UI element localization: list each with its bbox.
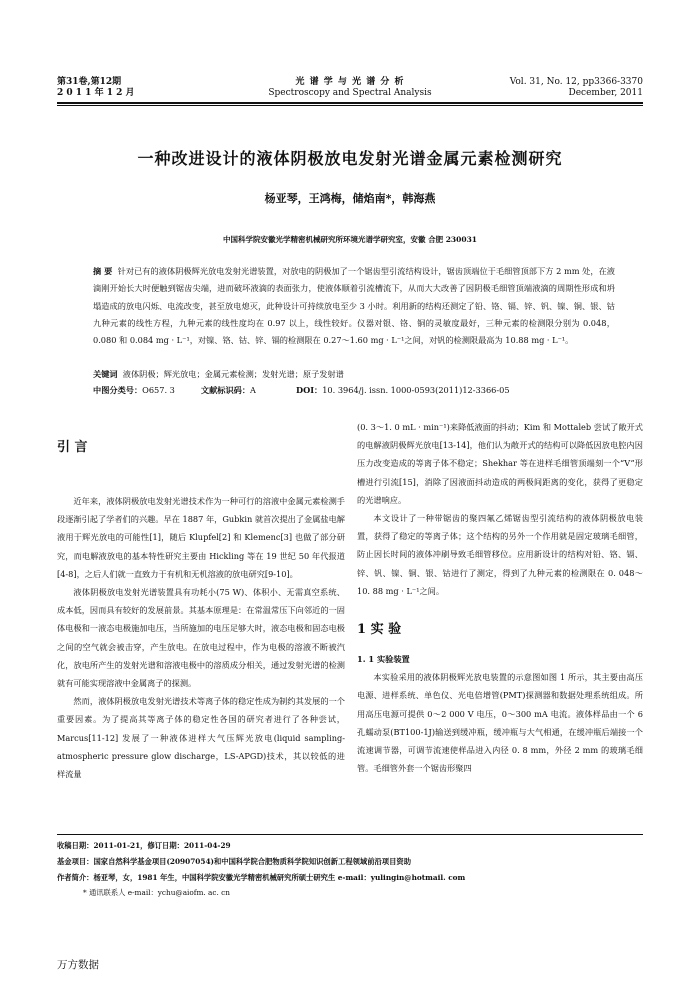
- document-code: A: [250, 384, 256, 395]
- author-affiliation: 中国科学院安徽光学精密机械研究所环境光谱学研究室，安徽 合肥 230031: [222, 235, 478, 244]
- clc-number: O657. 3: [142, 384, 175, 395]
- abstract-label: 摘 要: [93, 266, 113, 276]
- apparatus-subheading: 1. 1 实验装置: [357, 654, 410, 665]
- journal-name: 光 谱 学 与 光 谱 分 析 Spectroscopy and Spectral Analysis: [268, 77, 432, 98]
- abstract: [93, 263, 615, 349]
- footnotes: [57, 838, 643, 901]
- journal-citation: Vol. 31, No. 12, pp3366-3370 December, 2011: [509, 77, 643, 98]
- paper-authors: 杨亚琴，王鸿梅，储焰南*，韩海燕: [264, 192, 436, 205]
- left-column: [57, 492, 345, 783]
- right-paragraph-3: 本实验采用的液体阴极辉光放电装置的示意图如图 1 所示，其主要由高压电源、进样系统、单色仪、光电倍增管(PMT)探测器和数据处理系统组成。所用高压电源可提供 0～2 000 V 电压，0～300 mA 电流。液体样品由一个 6 孔蠕动泵(BT100-1J)输送到缓冲瓶，缓冲瓶与大气相通，在缓冲瓶后端接一个流速调节器，可调节流速使样品进入内径 0. 8 mm，外径 2 mm 的玻璃毛细管。毛细管外套一个锯齿形聚四: [357, 672, 643, 774]
- right-paragraph-2: 本文设计了一种带锯齿的聚四氟乙烯锯齿型引流结构的液体阴极放电装置，获得了稳定的等离子体；这个结构的另外一个作用就是固定玻璃毛细管，防止因长时间的液体冲刷导致毛细管移位。应用新设计的结构对铅、铬、镉、锌、钒、镍、铜、银、钴进行了测定，得到了九种元素的检测限在 0. 048～10. 88 mg · L⁻¹之间。: [357, 513, 643, 596]
- footnote-author-bio: 作者简介：杨亚琴，女，1981 年生，中国科学院安徽光学精密机械研究所硕士研究生 e-mail：yulingin@hotmail. com: [57, 872, 466, 882]
- experiment-heading: 1 实 验: [357, 622, 402, 638]
- footnote-rule: [57, 834, 643, 835]
- intro-paragraph-1: 近年来，液体阴极放电发射光谱技术作为一种可行的溶液中金属元素检测手段逐渐引起了学者们的兴趣。早在 1887 年，Gubkin 就首次提出了金属盐电解液用于辉光放电的可能性[1]，随后 Klupfel[2] 和 Klemenc[3] 也做了部分研究，而电解液放电的基本特性研究主要由 Hickling 等在 19 世纪 50 年代报道[4-8]，之后人们就一直致力于有机和无机溶液的放电研究[9-10]。: [57, 496, 345, 579]
- footnote-dates: 收稿日期：2011-01-21，修订日期：2011-04-29: [57, 841, 231, 850]
- keywords-block: [93, 367, 615, 398]
- keywords-text: 液体阴极；辉光放电；金属元素检测；发射光谱；原子发射谱: [122, 369, 344, 379]
- intro-heading: 引 言: [57, 440, 88, 455]
- right-paragraph-1: (0. 3～1. 0 mL · min⁻¹)来降低液面的抖动；Kim 和 Mottaleb 尝试了敞开式的电解液阴极辉光放电[13-14]，他们认为敞开式的结构可以降低因放电腔内因压力改变造成的等离子体不稳定；Shekhar 等在进样毛细管顶端刻一个“V”形槽进行引流[15]，消除了因液面抖动造成的两极间距离的变化，获得了更稳定的光谱响应。: [357, 422, 643, 505]
- watermark: 万方数据: [57, 959, 99, 971]
- doi: 10. 3964/j. issn. 1000-0593(2011)12-3366-05: [322, 384, 510, 395]
- footnote-corresponding: * 通讯联系人 e-mail：ychu@aiofm. ac. cn: [83, 888, 230, 898]
- paper-title: 一种改进设计的液体阴极放电发射光谱金属元素检测研究: [137, 149, 563, 168]
- right-column: [357, 418, 643, 777]
- header-rule: [57, 102, 643, 104]
- classification-line: 中图分类号：O657. 3 文献标识码：A DOI：10. 3964/j. issn. 1000-0593(2011)12-3366-05: [93, 384, 510, 395]
- keywords-label: 关键词: [93, 369, 118, 379]
- abstract-text: 针对已有的液体阴极辉光放电发射光谱装置，对放电的阴极加了一个锯齿型引流结构设计，锯齿顶端位于毛细管顶部下方 2 mm 处，在液滴刚开始长大时便触到锯齿尖端，进而破坏液滴的表面张力，使液体顺着引流槽流下，从而大大改善了因阴极毛细管顶端液滴的周期性形成和坍塌造成的放电闪烁、电流改变，甚至放电熄灭，此种设计可持续放电至少 3 小时。利用新的结构还测定了铅、铬、镉、锌、钒、镍、铜、银、钴九种元素的线性方程，九种元素的线性度均在 0.97 以上，线性较好。仪器对银、铬、铜的灵敏度最好，三种元素的检测限分别为 0.048，0.080 和 0.084 mg · L⁻¹，对镍、铬、钴、锌、镉的检测限在 0.27～1.60 mg · L⁻¹之间，对钒的检测限最高为 10.88 mg · L⁻¹。: [93, 266, 615, 346]
- journal-volume-issue: 第31卷,第12期 2 0 1 1 年 1 2 月: [57, 77, 135, 98]
- header-rule-thin: [57, 105, 643, 106]
- footnote-fund: 基金项目：国家自然科学基金项目(20907054)和中国科学院合肥物质科学院知识创新工程领域前沿项目资助: [57, 856, 411, 866]
- intro-paragraph-2: 液体阴极放电发射光谱装置具有功耗小(75 W)、体积小、无需真空系统、成本低，因而具有较好的发展前景。其基本原理是：在常温常压下向邻近的一固体电极和一液态电极施加电压，当所施加的电压足够大时，液态电极和固态电极之间的空气就会被击穿，产生放电。在放电过程中，作为电极的溶液不断被汽化，放电所产生的发射光谱和溶液电极中的溶质成分相关，通过发射光谱的检测就有可能实现溶液中金属离子的探测。: [57, 587, 345, 689]
- intro-paragraph-3: 然而，液体阴极放电发射光谱技术等离子体的稳定性成为制约其发展的一个重要因素。为了提高其等离子体的稳定性各国的研究者进行了各种尝试，Marcus[11-12] 发展了一种液体进样大气压辉光放电(liquid sampling-atmospheric pressure glow discharge，LS-APGD)技术，其以较低的进样流量: [57, 696, 345, 780]
